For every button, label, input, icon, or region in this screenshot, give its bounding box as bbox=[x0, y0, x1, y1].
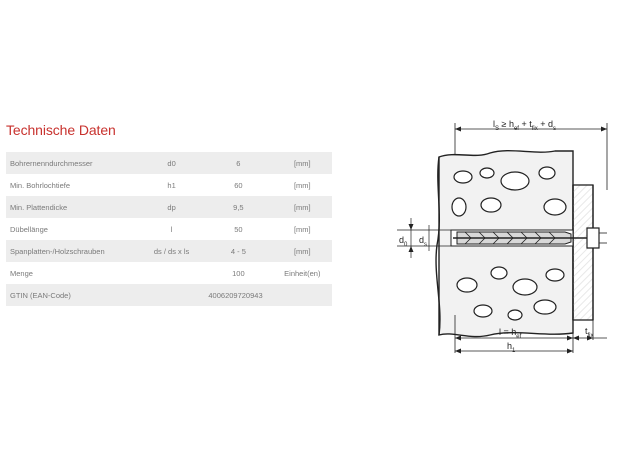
spec-unit: [mm] bbox=[293, 224, 311, 234]
spec-value: 60 bbox=[234, 180, 243, 190]
dowel-installation-diagram bbox=[395, 115, 620, 360]
spec-symbol bbox=[139, 262, 204, 284]
spec-symbol: dp bbox=[139, 196, 204, 218]
spec-label: Bohrernenndurchmesser bbox=[6, 152, 139, 174]
spec-value: 9,5 bbox=[204, 196, 272, 218]
spec-label: Menge bbox=[10, 268, 33, 278]
gtin-label: GTIN (EAN-Code) bbox=[6, 284, 139, 306]
spec-symbol: h1 bbox=[167, 180, 176, 190]
spec-unit: [mm] bbox=[293, 180, 311, 190]
l-hef-label: $l = h_{ef}$ bbox=[499, 327, 522, 340]
spec-unit: [mm] bbox=[273, 240, 332, 262]
gtin-value: 4006209720943 bbox=[139, 284, 332, 306]
spec-row bbox=[6, 218, 332, 240]
spec-value: 50 bbox=[234, 224, 243, 234]
section-title: Technische Daten bbox=[6, 122, 116, 138]
gtin-row bbox=[6, 284, 332, 306]
d0-label: $d_0$ bbox=[399, 235, 408, 248]
spec-row bbox=[6, 240, 332, 262]
spec-value: 100 bbox=[232, 268, 245, 278]
ls-dimension-label: $l_S \ge h_{ef} + t_{fix} + d_s$ bbox=[493, 119, 557, 132]
spec-label: Min. Bohrlochtiefe bbox=[10, 180, 71, 190]
ds-label: $d_s$ bbox=[419, 235, 428, 248]
spec-label: Spanplatten-/Holzschrauben bbox=[6, 240, 139, 262]
spec-row bbox=[6, 262, 332, 284]
spec-label: Min. Plattendicke bbox=[6, 196, 139, 218]
spec-value: 6 bbox=[204, 152, 272, 174]
spec-unit: Einheit(en) bbox=[284, 268, 321, 278]
spec-symbol: d0 bbox=[139, 152, 204, 174]
h1-label: $h_1$ bbox=[507, 341, 516, 354]
spec-unit: [mm] bbox=[273, 196, 332, 218]
spec-row bbox=[6, 196, 332, 218]
spec-row bbox=[6, 174, 332, 196]
spec-unit: [mm] bbox=[273, 152, 332, 174]
spec-symbol: ds / ds x ls bbox=[139, 240, 204, 262]
spec-row bbox=[6, 152, 332, 174]
spec-value: 4 - 5 bbox=[204, 240, 272, 262]
spec-label: Dübellänge bbox=[10, 224, 48, 234]
spec-table bbox=[6, 152, 332, 306]
tfix-label: $t_{fix}$ bbox=[585, 326, 594, 339]
spec-symbol: l bbox=[170, 224, 173, 234]
fixture-plate bbox=[573, 185, 593, 320]
